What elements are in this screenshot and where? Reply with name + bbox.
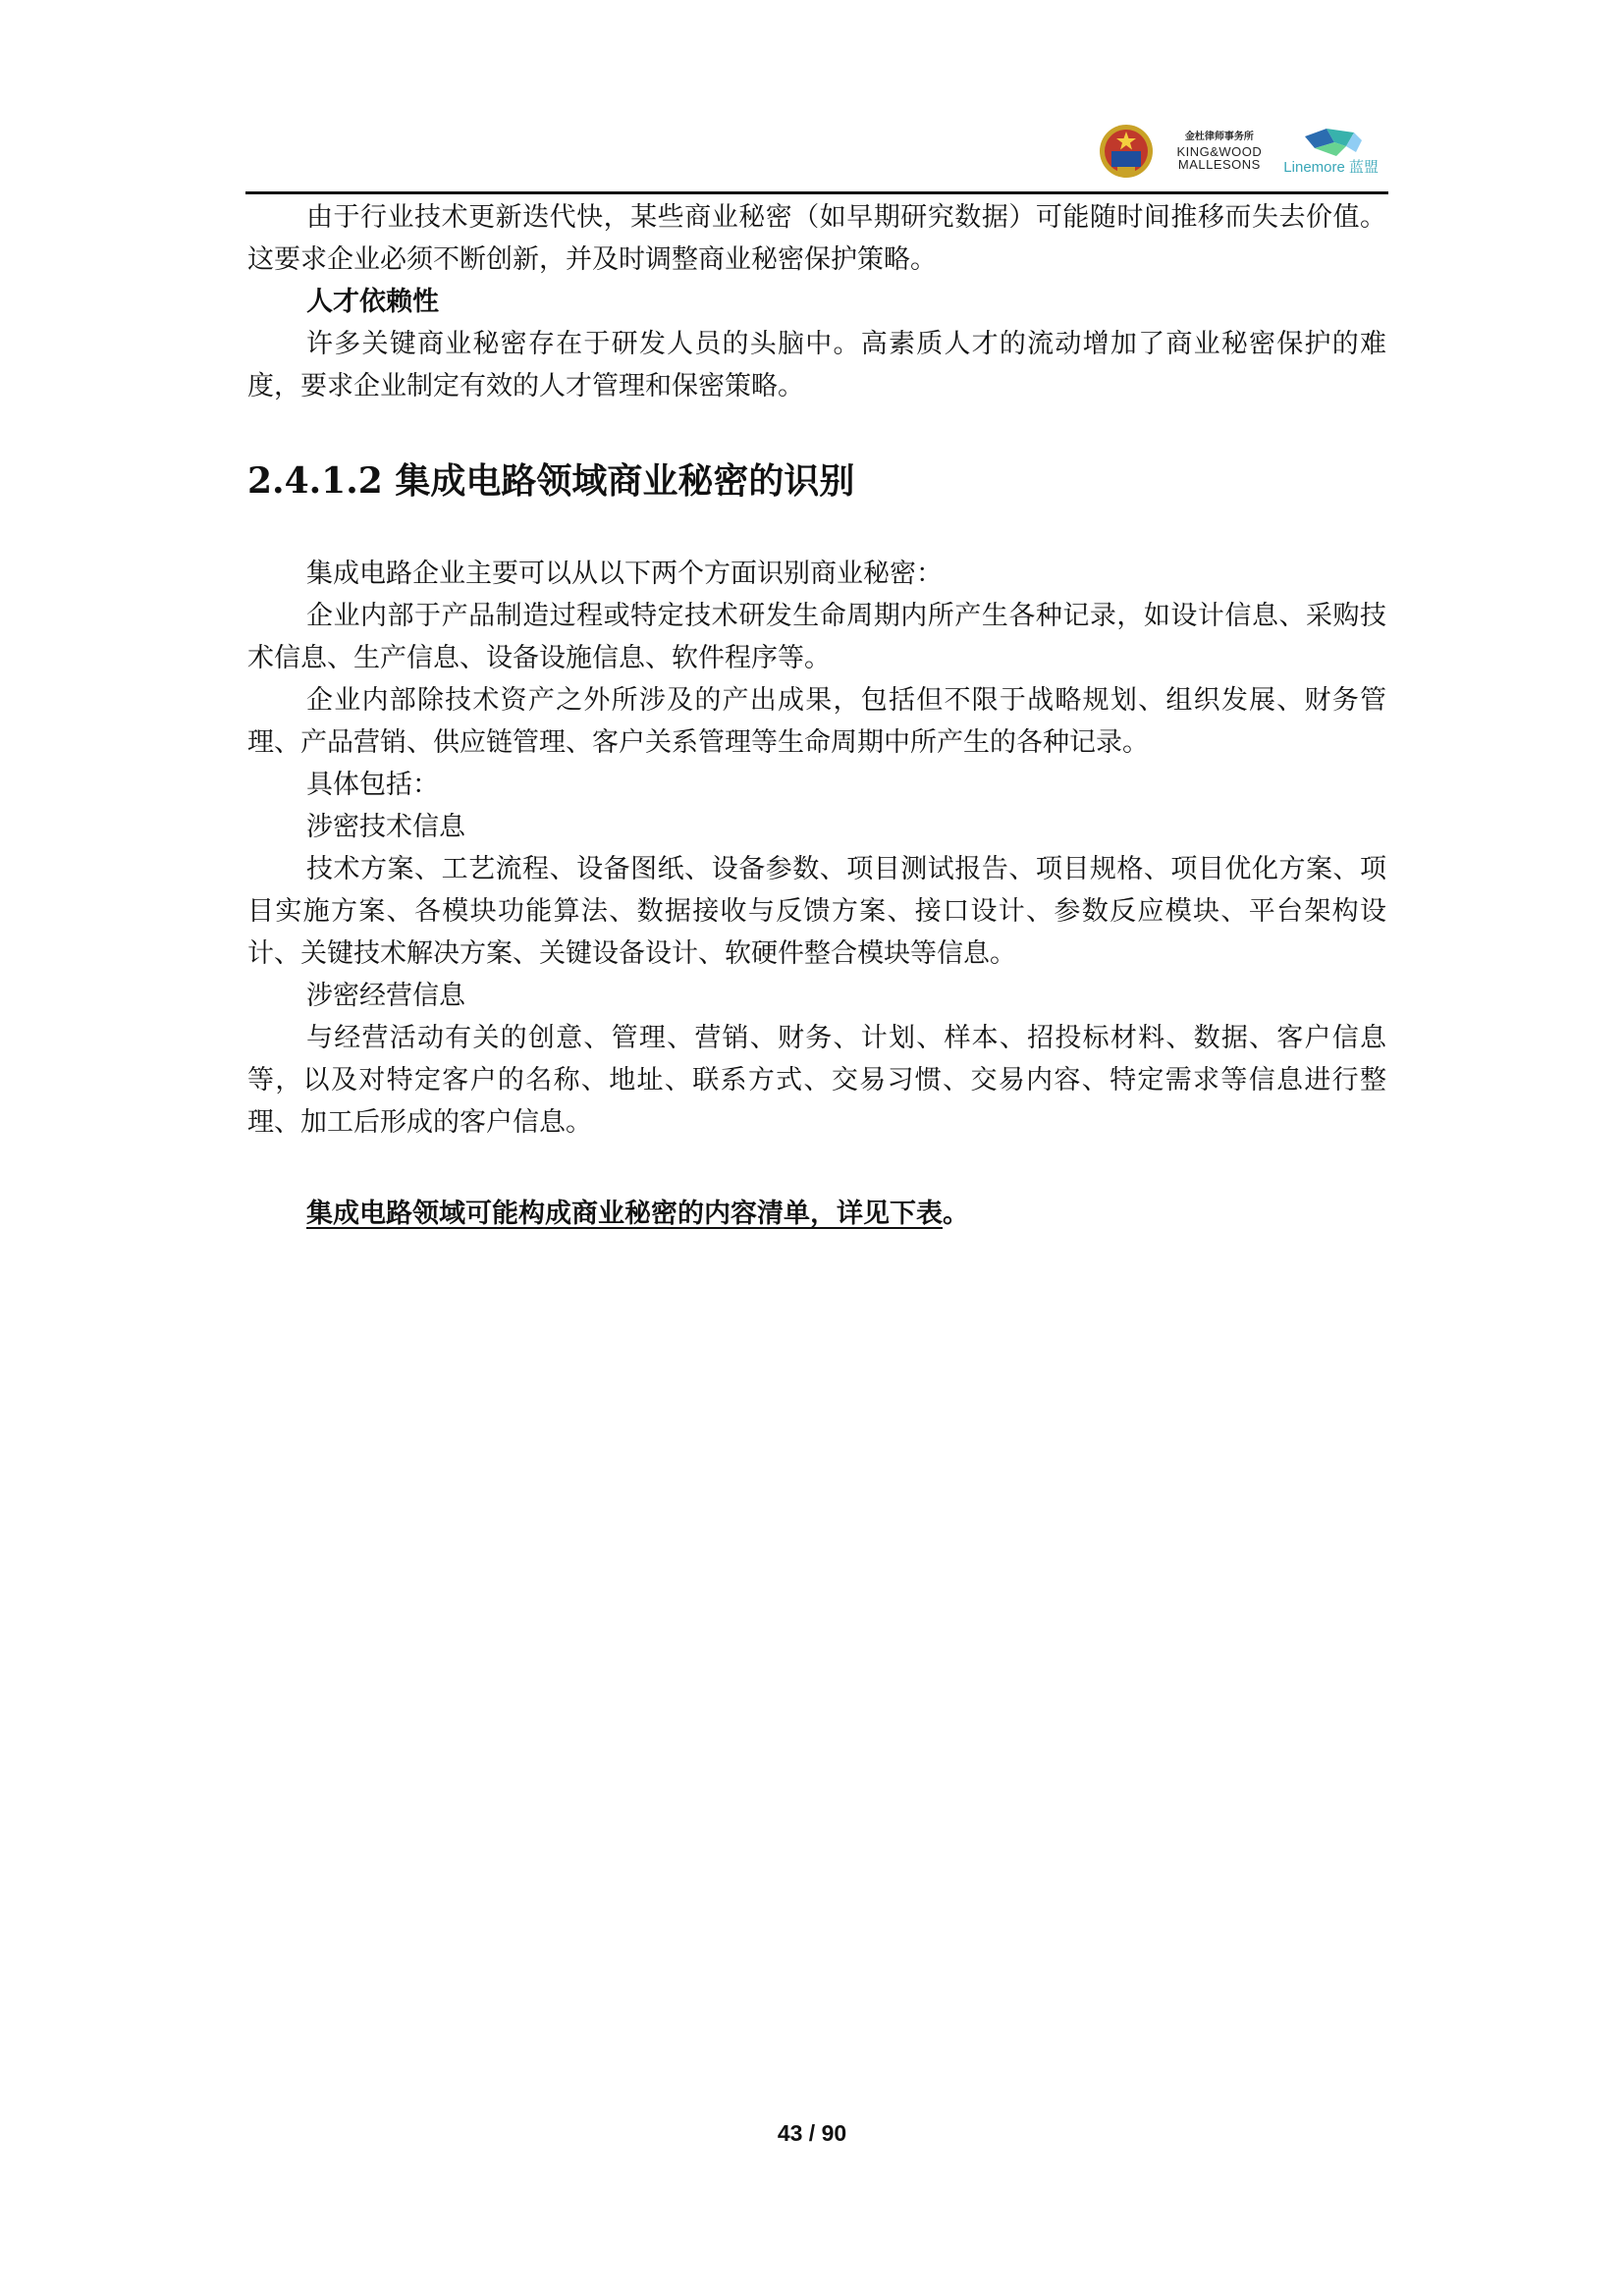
kwm-english-line-1: KING&WOOD xyxy=(1176,143,1263,159)
paragraph-aspect-1: 企业内部于产品制造过程或特定技术研发生命周期内所产生各种记录，如设计信息、采购技术信息、生产信息、设备设施信息、软件程序等。 xyxy=(247,601,1386,673)
header-divider xyxy=(245,191,1388,194)
paragraph-confidential-tech: 技术方案、工艺流程、设备图纸、设备参数、项目测试报告、项目规格、项目优化方案、项目实施方案、各模块功能算法、数据接收与反馈方案、接口设计、参数反应模块、平台架构设计、关键技术解决方案、关键设备设计、软硬件整合模块等信息。 xyxy=(247,854,1386,969)
linemore-logo xyxy=(1283,127,1379,177)
document-body xyxy=(247,196,1386,1235)
page-number: 43 / 90 xyxy=(777,2120,847,2146)
kwm-english-line-2: MALLESONS xyxy=(1177,156,1261,172)
paragraph-intro: 集成电路企业主要可以从以下两个方面识别商业秘密： xyxy=(306,559,943,589)
table-reference-end: 。 xyxy=(943,1199,969,1229)
page-header xyxy=(245,116,1388,194)
procuratorate-emblem-icon xyxy=(1098,122,1155,181)
table-reference-link[interactable]: 集成电路领域可能构成商业秘密的内容清单，详见下表 xyxy=(306,1199,943,1229)
header-logos xyxy=(1098,116,1379,187)
table-reference xyxy=(247,1193,1386,1235)
paragraph-confidential-business: 与经营活动有关的创意、管理、营销、财务、计划、样本、招投标材料、数据、客户信息等，以及对特定客户的名称、地址、联系方式、交易习惯、交易内容、特定需求等信息进行整理、加工后形成的客户信息。 xyxy=(247,1023,1386,1138)
section-heading: 2.4.1.2 集成电路领域商业秘密的识别 xyxy=(247,460,855,502)
paragraph-tech-iteration: 由于行业技术更新迭代快，某些商业秘密（如早期研究数据）可能随时间推移而失去价值。这要求企业必须不断创新，并及时调整商业秘密保护策略。 xyxy=(247,202,1386,275)
kwm-logo xyxy=(1176,133,1262,171)
paragraph-aspect-2: 企业内部除技术资产之外所涉及的产出成果，包括但不限于战略规划、组织发展、财务管理、产品营销、供应链管理、客户关系管理等生命周期中所产生的各种记录。 xyxy=(247,685,1386,758)
label-confidential-tech: 涉密技术信息 xyxy=(306,812,465,842)
linemore-wordmark: Linemore 蓝盟 xyxy=(1283,158,1379,176)
linemore-logo-icon xyxy=(1297,127,1366,160)
label-confidential-business: 涉密经营信息 xyxy=(306,981,465,1011)
label-specific: 具体包括： xyxy=(306,770,439,800)
subheading-talent-dependency: 人才依赖性 xyxy=(306,287,439,317)
kwm-chinese-name: 金杜律师事务所 xyxy=(1184,131,1254,142)
paragraph-talent: 许多关键商业秘密存在于研发人员的头脑中。高素质人才的流动增加了商业秘密保护的难度，要求企业制定有效的人才管理和保密策略。 xyxy=(247,329,1386,401)
